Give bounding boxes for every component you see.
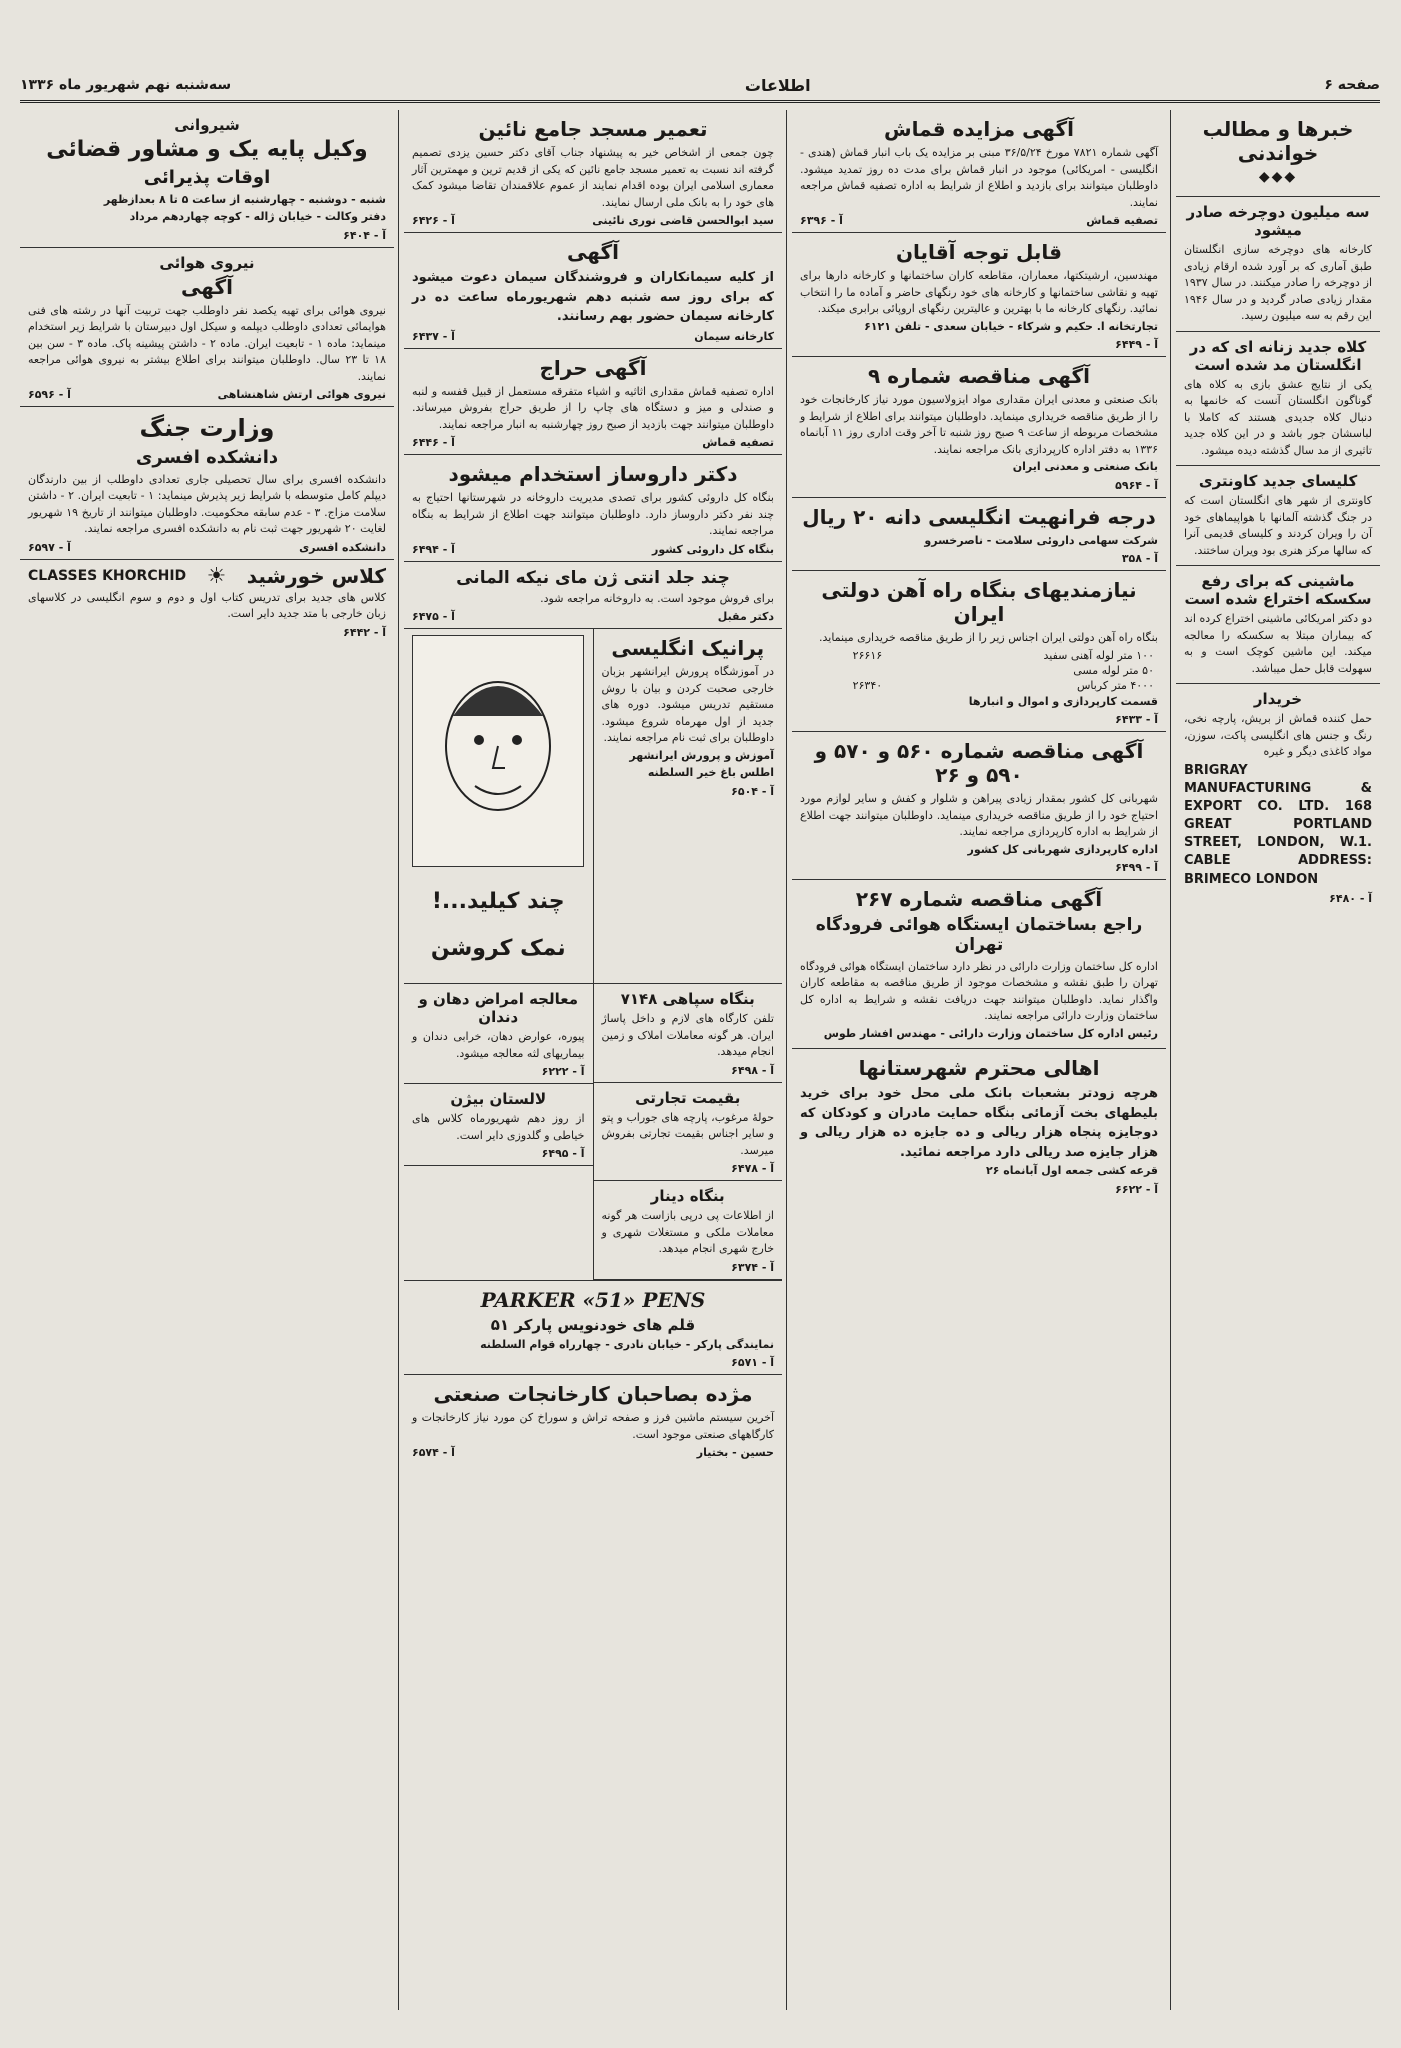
english-school-ad: پرانیک انگلیسی در آموزشگاه پرورش ایرانشهر بزبان خارجی صحبت کردن و بیان با روش مستقیم تدریس میشود. دوره های جدید از اول مهرماه شروع میشود. داوطلبان برای ثبت نام مراجعه نمایند. آموزش و پرورش ایرانشهر اطلس باغ خیر السلطنه آ - ۶۵۰۴ (593, 629, 783, 983)
buyer-ad: خریدار حمل کننده قماش از بریش، پارچه نخی، رنگ و جنس های انگلیسی پاکت، سوزن، مواد کاغذی دیگر و غیره BRIGRAY MANUFACTURING & EXPORT CO. LTD. 168 GREAT PORTLAND STREET, LONDON, W.1. CABLE ADDRESS: BRIMECO LONDON آ - ۶۴۸۰ (1184, 690, 1372, 905)
dinar-ad: بنگاه دینار از اطلاعات پی درپی بازاست هر گونه معاملات ملکی و مستغلات شهری و خارج شهری انجام میدهد. آ - ۶۳۷۴ (594, 1181, 783, 1280)
buyer-address: BRIGRAY MANUFACTURING & EXPORT CO. LTD. 168 GREAT PORTLAND STREET, LONDON, W.1. CABLE ADDRESS: BRIMECO LONDON (1184, 762, 1372, 887)
sun-icon: ☀ (206, 563, 227, 589)
antigen-ad: چند جلد انتی ژن مای نیکه المانی برای فروش موجود است. به داروخانه مراجعه شود. دکتر مقبل آ - ۶۴۷۵ (404, 562, 782, 630)
khorshid-class-ad: کلاس خورشید ☀ CLASSES KHORCHID کلاس های جدید برای تدریس کتاب اول و دوم و سوم انگلیسی در کلاسهای زبان خارجی با متد جدید دایر است. آ - ۶۴۴۲ (28, 563, 386, 639)
lawyer-ad: شیروانی وکیل پایه یک و مشاور قضائی اوقات پذیرائی شنبه - دوشنبه - چهارشنبه از ساعت ۵ تا ۸ بعدازظهر دفتر وکالت - خیابان ژاله - کوچه چهاردهم مرداد آ - ۶۴۰۴ (20, 110, 394, 248)
paper-name: اطلاعات (744, 75, 811, 95)
cement-ad: آگهی از کلیه سیمانکاران و فروشندگان سیمان دعوت میشود که برای روز سه شنبه دهم شهریورماه ساعت ده در کارخانه سیمان حضور بهم رسانند. کارخانه سیمان آ - ۶۴۳۷ (404, 233, 782, 349)
dental-ad: معالجه امراض دهان و دندان پیوره، عوارض دهان، خرابی دندان و بیماریهای لثه معالجه میشود. آ - ۶۲۲۲ (404, 984, 593, 1084)
lottery-ad: اهالی محترم شهرستانها هرچه زودتر بشعبات بانک ملی محل خود برای خرید بلیطهای بخت آزمائی بنگاه حمایت مادران و کودکان که دوجایزه پنجاه هزار ریالی و ده جایزه ده هزار ریالی و هزار جایزه صد ریالی دارد مراجعه نمائید. قرعه کشی جمعه اول آبانماه ۲۶ آ - ۶۶۲۲ (800, 1056, 1158, 1196)
tender-9-ad: آگهی مناقصه شماره ۹ بانک صنعتی و معدنی ایران مقداری مواد ایزولاسیون مورد نیاز کارخانجات خود را از طریق مناقصه خریداری مینماید. داوطلبان میتوانند برای اطلاع از شرایط و مشخصات مربوطه از ساعت ۹ صبح روز شنبه تا آخر وقت اداری روز ۱۱ آبانماه ۱۳۳۶ به دفتر اداره کارپردازی بانک مراجعه نمایند. بانک صنعتی و معدنی ایران آ - ۵۹۶۴ (792, 357, 1166, 498)
page-number: صفحه ۶ (1324, 77, 1380, 93)
parker-ad: PARKER «51» PENS قلم های خودنویس پارکر ۵۱ نمایندگی پارکر - خیابان نادری - چهارراه قوام السلطنه آ - ۶۵۷۱ (404, 1280, 782, 1376)
khorshid-latin: CLASSES KHORCHID (28, 568, 187, 585)
table-row: ۱۰۰ متر لوله آهنی سفید ۲۶۶۱۶ (852, 648, 1154, 662)
pharmacist-ad: دکتر داروساز استخدام میشود بنگاه کل داروئی کشور برای تصدی مدیریت داروخانه در شهرستانها احتیاج به چند نفر دکتر داروساز دارد. داوطلبان میتوانند جهت اطلاع از شرایط به بنگاه مراجعه نمایند. بنگاه کل داروئی کشور آ - ۶۴۹۴ (404, 455, 782, 562)
news-title: خبرها و مطالب خواندنی (1202, 117, 1354, 165)
war-ministry-ad: وزارت جنگ دانشکده افسری دانشکده افسری برای سال تحصیلی جاری تعدادی داوطلب از بین دارندگان دیپلم کامل متوسطه با شرایط زیر پذیرش مینماید: ۱ - تابعیت ایران. ۲ - داشتن سلامت مزاج. ۳ - عدم سابقه محکومیت. داوطلبان میتوانند از تاریخ ۱۹ شهریور لغایت ۲۰ شهریور جهت ثبت نام به دانشکده افسری مراجعه نمایند. دانشکده افسری آ - ۶۵۹۷ (20, 407, 394, 559)
table-row: ۴۰۰۰ متر کرباس ۲۶۳۴۰ (852, 678, 1154, 692)
airport-tender-ad: آگهی مناقصه شماره ۲۶۷ راجع بساختمان ایستگاه هوائی فرودگاه تهران اداره کل ساختمان وزارت دارائی در نظر دارد ساختمان ایستگاه هوائی فرودگاه تهران را طبق نقشه و مشخصات موجود از طریق مناقصه به مقاطعه کاران واگذار نماید. داوطلبان میتوانند جهت دریافت نقشه و شرایط به اداره کل ساختمان وزارت دارائی مراجعه نمایند. رئیس اداره کل ساختمان وزارت دارائی - مهندس افشار طوس (792, 880, 1166, 1049)
column-news (1176, 110, 1380, 2030)
air-force-ad: نیروی هوائی آگهی نیروی هوائی برای تهیه یکصد نفر داوطلب جهت تربیت آنها در رشته های فنی هوایمائی تعدادی داوطلب دیپلمه و سیکل اول دبیرستان با شرایط زیر استخدام مینماید: ماده ۱ - تابعیت ایران. ماده ۲ - داشتن پیشینه پاک. ماده ۳ - سن بین ۱۸ تا ۲۳ سال. داوطلبان میتوانند برای اطلاع بیشتر به نیروی هوائی مراجعه نمایند. نیروی هوائی ارتش شاهنشاهی آ - ۶۵۹۶ (20, 248, 394, 408)
face-icon (413, 636, 583, 866)
auction-sale-ad: آگهی حراج اداره تصفیه قماش مقداری اثاثیه و اشیاء متفرقه مستعمل از قبیل قفسه و لنبه و صندلی و میز و دستگاه های چاپ را از طریق حراج بفروش میرساند. داوطلبان میتوانند جهت بازدید از صبح روز چهارشنبه به انبار مراجعه نمایند. تصفیه قماش آ - ۶۴۴۶ (404, 349, 782, 456)
ad-row (404, 984, 782, 1280)
table-row: ۵۰ متر لوله مسی (1073, 663, 1154, 677)
paint-ad: قابل توجه آقایان مهندسین، ارشیتکتها، معماران، مقاطعه کاران ساختمانها و کارخانه دارها برای تهیه و نقاشی ساختمانها و کارخانه های خود رنگهای حاضر و آماده ما را انتخاب نمائید. رنگهای کارخانه ما با بهترین و عالیترین رنگهای اروپائی برابری میکند. تجارتخانه ا. حکیم و شرکاء - خیابان سعدی - تلفن ۶۱۲۱ آ - ۶۴۴۹ (792, 233, 1166, 357)
issue-date: سه‌شنبه نهم شهریور ماه ۱۳۳۶ (20, 77, 232, 93)
masthead (20, 70, 1380, 103)
sepahi-ad: بنگاه سپاهی ۷۱۴۸ تلفن کارگاه های لازم و داخل پاساژ ایران. هر گونه معاملات املاک و زمین انجام میدهد. آ - ۶۴۹۸ (594, 984, 783, 1083)
machinery-ad: مژده بصاحبان کارخانجات صنعتی آخرین سیستم ماشین فرز و صفحه تراش و سوراخ کن مورد نیاز کارخانجات و کارگاههای صنعتی موجود است. حسین - بختیار آ - ۶۵۷۴ (412, 1382, 774, 1460)
thermometer-ad: درجه فرانهیت انگلیسی دانه ۲۰ ریال شرکت سهامی داروئی سلامت - ناصرخسرو آ - ۳۵۸ (792, 498, 1166, 572)
railway-items-table (800, 648, 1158, 693)
salt-tagline: چند کیلید...! (431, 889, 565, 915)
news-item: ماشینی که برای رفع سکسکه اختراع شده است دو دکتر امریکائی ماشینی اختراع کرده اند که بیماران مبتلا به سکسکه را معالجه میکند. این ماشین کوچک است و به سهولت قابل حمل میباشد. (1176, 566, 1380, 684)
news-item: کلیسای جدید کاونتری کاونتری از شهر های انگلستان است که در جنگ گذشته آلمانها با هواپیماهای خود آن را ویران کردند و کلیسای قدیمی آنرا که سالها مرکز هنری بود ویران ساختند. (1176, 466, 1380, 566)
salt-ad (404, 629, 593, 983)
portrait-illustration (412, 635, 584, 867)
auction-ad: آگهی مزایده قماش آگهی شماره ۷۸۲۱ مورخ ۳۶/۵/۲۴ مبنی بر مزایده یک باب انبار قماش (هندی - انگلیسی - امریکائی) موجود در انبار قماش برای مدت ده روز تمدید میشود. داوطلبان میتوانند برای بازدید و اطلاع از شرایط به اداره تصفیه قماش مراجعه نمایند. تصفیه قماش آ - ۶۳۹۶ (792, 110, 1166, 233)
parker-title: PARKER «51» PENS (480, 1287, 706, 1312)
bijan-school-ad: لالستان بیژن از روز دهم شهریورماه کلاس های خیاطی و گلدوزی دایر است. آ - ۶۴۹۵ (404, 1084, 593, 1166)
ad-row (404, 629, 782, 984)
news-item: سه میلیون دوچرخه صادر میشود کارخانه های دوچرخه سازی انگلستان طبق آماری که بر آورد شده ارقام زیادی از دوچرخه را صادر میکنند. در سال ۱۹۳۷ مقدار زیادی صادر گردید و در سال ۱۹۴۶ این رقم به سه میلیون رسید. (1176, 197, 1380, 332)
mosque-ad: تعمیر مسجد جامع نائین چون جمعی از اشخاص خیر به پیشنهاد جناب آقای دکتر حسین یزدی تصمیم گرفته اند نسبت به تعمیر مسجد جامع نائین که یکی از قدیم ترین و مهمترین آثار معماری اسلامی ایران بوده اقدام نمایند از عموم علاقمندان تقاضا میشود کمک های خود را به بانک ملی ارسال نمایند. سید ابوالحسن قاضی نوری نائینی آ - ۶۴۲۶ (404, 110, 782, 233)
column-tenders (792, 110, 1166, 2030)
news-item: کلاه جدید زنانه ای که در انگلستان مد شده است یکی از نتایج عشق بازی به کلاه های گوناگون انگلستان آنست که خانمها به دنبال کلاه جدیدی هستند که کاملا با لباسشان جور باشد و در این کلاه جدید تاثیری از مد سال گذشته دیده میشود. (1176, 332, 1380, 467)
railway-ad: نیازمندیهای بنگاه راه آهن دولتی ایران بنگاه راه آهن دولتی ایران اجناس زیر را از طریق مناقصه خریداری مینماید. ۱۰۰ متر لوله آهنی سفید ۲۶۶۱۶ ۵۰ متر لوله مسی ۴۰۰۰ متر کرباس ۲۶۳۴۰ قسمت کارپردازی و اموال و انبارها آ - ۶۴۳۳ (792, 571, 1166, 732)
police-tender-ad: آگهی مناقصه شماره ۵۶۰ و ۵۷۰ و ۵۹۰ و ۲۶ شهربانی کل کشور بمقدار زیادی پیراهن و شلوار و کفش و سایر لوازم مورد احتیاج خود را از طریق مناقصه خریداری مینماید. داوطلبان میتوانند جهت اطلاع از شرایط به اداره کارپردازی مراجعه نمایند. اداره کارپردازی شهربانی کل کشور آ - ۶۴۹۹ (792, 732, 1166, 880)
column-misc (404, 110, 782, 2030)
column-official (20, 110, 394, 2030)
ornament-divider-icon: ◆◆◆ (1258, 169, 1298, 185)
salt-brand: نمک کروشن (430, 936, 566, 962)
trade-price-ad: بقیمت تجارتی حولهٔ مرغوب، پارچه های جوراب و پتو و سایر اجناس بقیمت تجارتی بفروش میرسد. آ - ۶۴۷۸ (594, 1083, 783, 1182)
news-header (1176, 110, 1380, 197)
